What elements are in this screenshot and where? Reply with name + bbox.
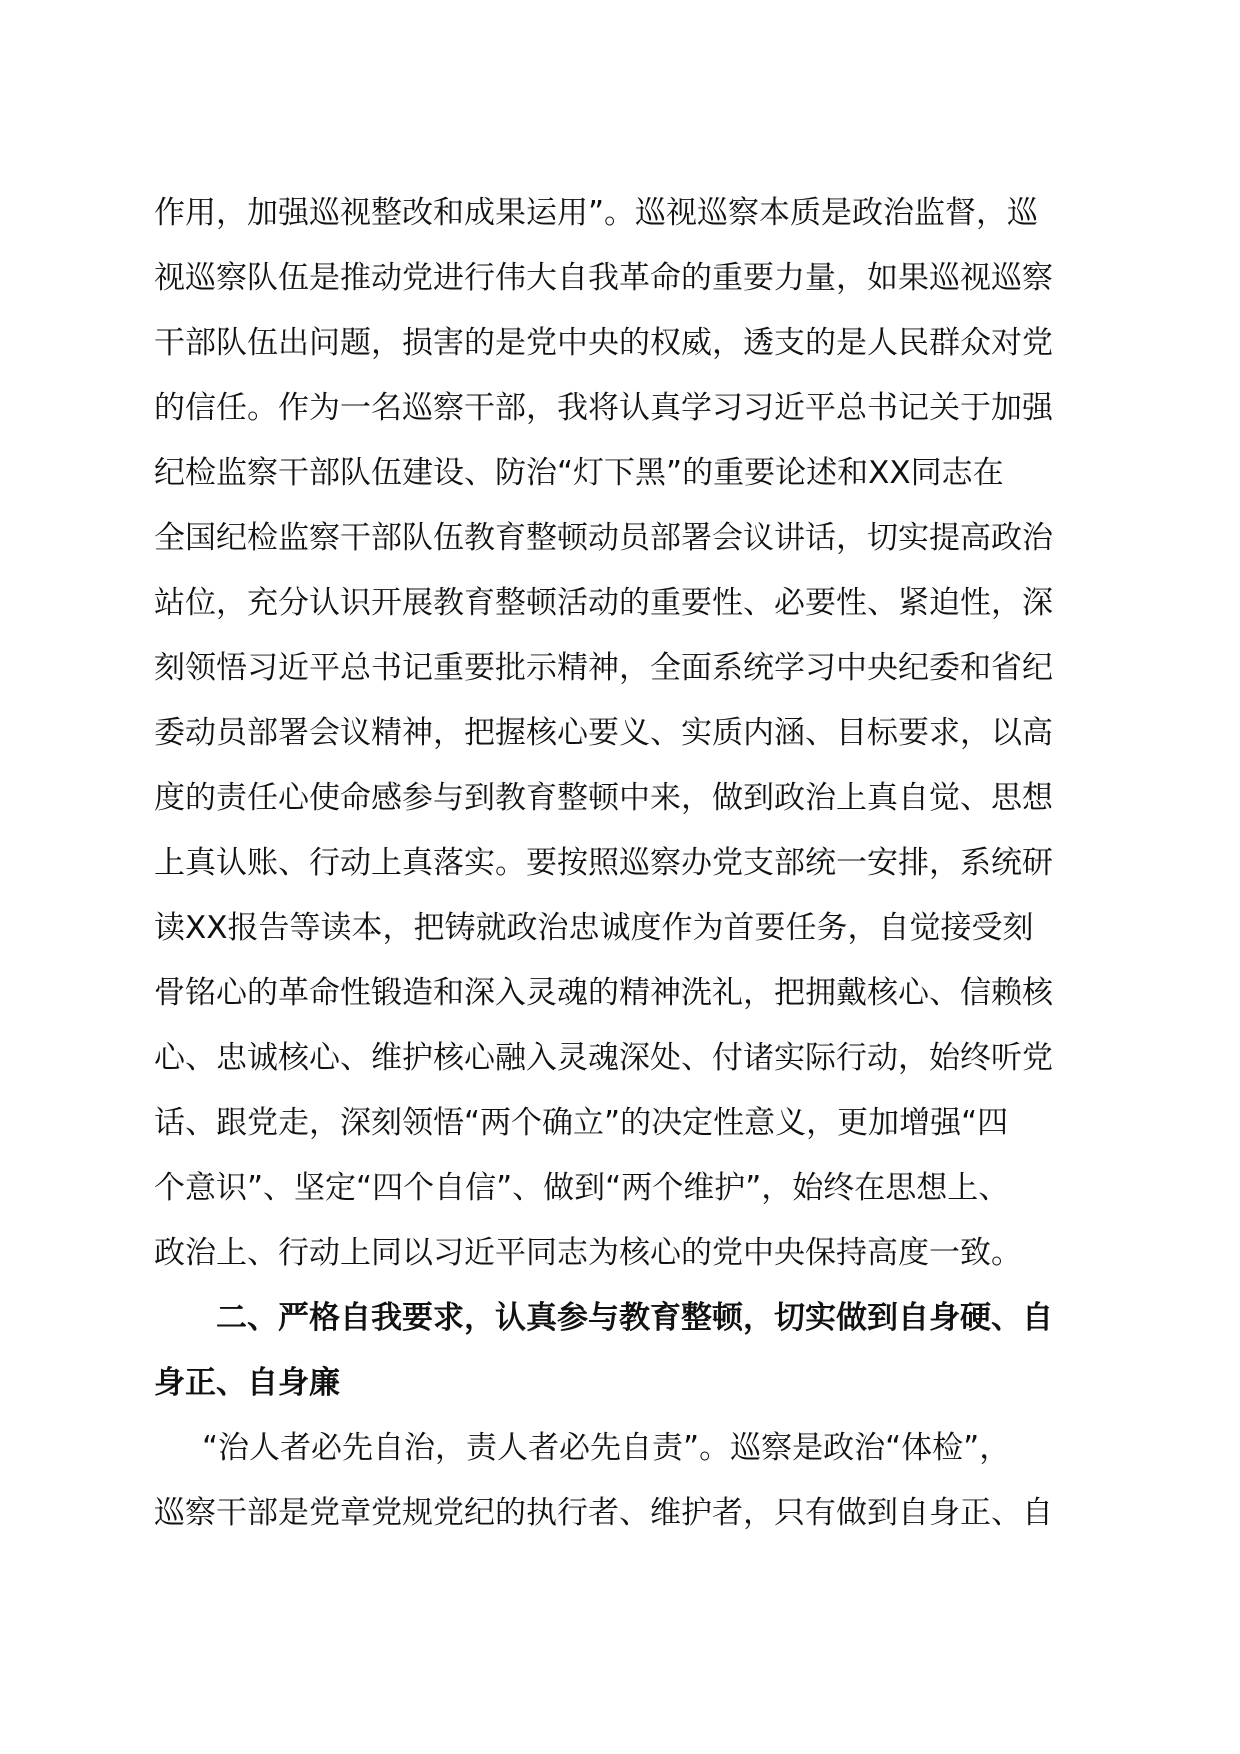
section-heading: 二、严格自我要求，认真参与教育整顿，切实做到自身硬、自 — [216, 1300, 1053, 1336]
paragraph-line: 视巡察队伍是推动党进行伟大自我革命的重要力量，如果巡视巡察 — [154, 260, 1053, 296]
paragraph-line: 政治上、行动上同以习近平同志为核心的党中央保持高度一致。 — [154, 1235, 1022, 1271]
paragraph-line: 度的责任心使命感参与到教育整顿中来，做到政治上真自觉、思想 — [154, 780, 1053, 816]
paragraph-line: 的信任。作为一名巡察干部，我将认真学习习近平总书记关于加强 — [154, 390, 1053, 426]
paragraph-line: 个意识”、坚定“四个自信”、做到“两个维护”，始终在思想上、 — [154, 1170, 1010, 1206]
section-heading-continued: 身正、自身廉 — [154, 1365, 340, 1401]
paragraph-line: 刻领悟习近平总书记重要批示精神，全面系统学习中央纪委和省纪 — [154, 650, 1053, 686]
paragraph-line: 作用，加强巡视整改和成果运用”。巡视巡察本质是政治监督，巡 — [154, 195, 1039, 231]
paragraph-line: 干部队伍出问题，损害的是党中央的权威，透支的是人民群众对党 — [154, 325, 1053, 361]
paragraph-line: 巡察干部是党章党规党纪的执行者、维护者，只有做到自身正、自 — [154, 1495, 1053, 1531]
paragraph-line: 全国纪检监察干部队伍教育整顿动员部署会议讲话，切实提高政治 — [154, 520, 1053, 556]
paragraph-line: 心、忠诚核心、维护核心融入灵魂深处、付诸实际行动，始终听党 — [154, 1040, 1053, 1076]
paragraph-line: “治人者必先自治，责人者必先自责”。巡察是政治“体检”， — [202, 1430, 1011, 1466]
paragraph-line: 纪检监察干部队伍建设、防治“灯下黑”的重要论述和XX同志在 — [154, 455, 1004, 491]
paragraph-line: 话、跟党走，深刻领悟“两个确立”的决定性意义，更加增强“四 — [154, 1105, 1009, 1141]
paragraph-line: 骨铭心的革命性锻造和深入灵魂的精神洗礼，把拥戴核心、信赖核 — [154, 975, 1053, 1011]
body-text — [154, 181, 1084, 1546]
paragraph-line: 委动员部署会议精神，把握核心要义、实质内涵、目标要求，以高 — [154, 715, 1053, 751]
paragraph-line: 读XX报告等读本，把铸就政治忠诚度作为首要任务，自觉接受刻 — [154, 910, 1034, 946]
paragraph-line: 站位，充分认识开展教育整顿活动的重要性、必要性、紧迫性，深 — [154, 585, 1053, 621]
paragraph-line: 上真认账、行动上真落实。要按照巡察办党支部统一安排，系统研 — [154, 845, 1053, 881]
